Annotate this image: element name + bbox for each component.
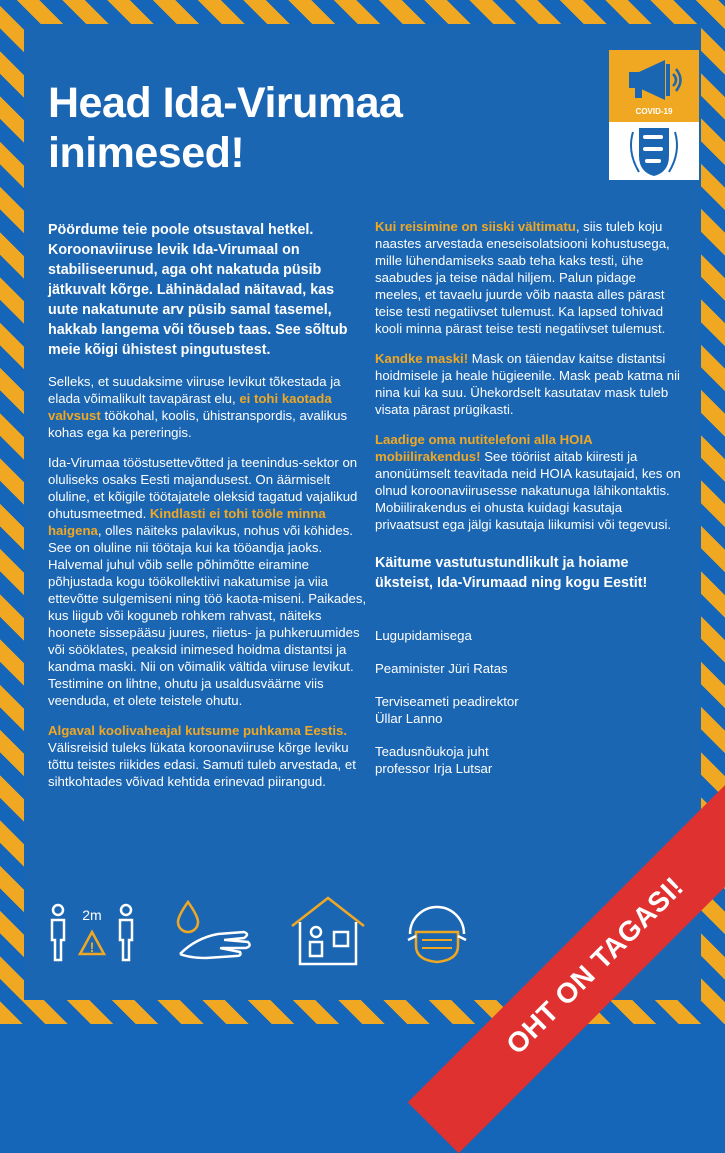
signature-title: Teadusnõukoja juht: [375, 744, 489, 759]
left-column: [48, 220, 368, 803]
title-line-2: inimesed!: [48, 129, 245, 177]
highlight-text: Kandke maski!: [375, 351, 469, 366]
megaphone-icon: [609, 50, 699, 110]
logo-top-block: [609, 50, 699, 122]
highlight-text: Kui reisimine on siiski vältimatu: [375, 219, 576, 234]
signature-name: Üllar Lanno: [375, 711, 443, 726]
highlight-text: Laadige oma nutitelefoni alla HOIA mobiilirakendus!: [375, 432, 593, 464]
lead-paragraph: Pöördume teie poole otsustaval hetkel. Koroonaviiruse levik Ida-Virumaal on stabiliseerunud, aga oht nakatuda püsib jätkuvalt kõrge. Lähinädalad näitavad, kas uute nakatunute arv püsib samal tasemel, hakkab langema või tõuseb taas. See sõltub meie kõigi ühistest pingutustest.: [48, 222, 348, 358]
paragraph-mask: [375, 350, 683, 418]
text: Mask on täiendav kaitse distantsi hoidmisele ja heale hügieenile. Mask peab katma nii nina kui ka suu. Ühekordselt kasutatav mask tuleb visata pärast prügikasti.: [375, 351, 680, 417]
signature-name: professor Irja Lutsar: [375, 761, 493, 776]
paragraph-app: [375, 431, 683, 533]
distance-icon: [48, 898, 138, 968]
poster-panel: [24, 24, 701, 1000]
paragraph-holiday: [48, 722, 368, 790]
handwash-icon: [166, 898, 256, 968]
regards-text: Lugupidamisega: [375, 628, 472, 643]
right-column: [375, 218, 683, 793]
text: Ida-Virumaa tööstusettevõtted ja teenindus-sektor on oluliseks osaks Eesti majandusest. On äärmiselt oluline, et kõigile töötajatele oleksid tagatud vajalikud ohutusmeetmed.: [48, 455, 358, 521]
closing-statement: Käitume vastutustundlikult ja hoiame üksteist, Ida-Virumaad ning kogu Eestit!: [375, 555, 648, 591]
highlight-text: ei tohi kaotada valvsust: [48, 391, 332, 423]
logo-label: COVID-19: [635, 107, 673, 116]
signature-science-council: [375, 743, 683, 777]
distance-label: 2m: [82, 907, 102, 923]
highlight-text: Algaval koolivaheajal kutsume puhkama Eestis.: [48, 723, 348, 738]
text: Välisreisid tuleks lükata koroonaviiruse kõrge leviku tõttu teistes riikides edasi. Samuti tuleb arvestada, et sihtkohtades võivad kehtida erinevad piirangud.: [48, 740, 356, 789]
coat-of-arms-icon: [609, 122, 699, 180]
signature-health-board: [375, 693, 683, 727]
highlight-text: Kindlasti ei tohi tööle minna haigena: [48, 506, 326, 538]
text: töökohal, koolis, ühistranspordis, avalikus kohas ega ka pereringis.: [48, 408, 348, 440]
signature-prime-minister: Peaminister Jüri Ratas: [375, 661, 508, 676]
signatures: [375, 627, 683, 777]
title-line-1: Head Ida-Virumaa: [48, 79, 403, 127]
ribbon-text: OHT ON TAGASI!: [500, 870, 690, 1061]
page-title: [48, 78, 402, 178]
paragraph-travel: [375, 218, 683, 337]
paragraph-industry: [48, 454, 368, 709]
svg-text:!: !: [89, 939, 95, 955]
text: See tööriist aitab kiiresti ja anonüümselt teavitada neid HOIA kasutajaid, kes on olnud koroonaviirusesse nakatunuga lähikontaktis. Mobiilirakendus ei ohusta kuidagi kasutaja privaatsust ega jälgi kasutaja liikumisi või tegevusi.: [375, 449, 681, 532]
face-mask-icon: [402, 898, 472, 968]
text: , olles näiteks palavikus, nohus või köhides. See on oluline nii töötaja kui ka tööandja jaoks. Halvemal juhul võib selle põhimõtte eiramine põhjustada kogu töökollektiivi nakatumise ja viia ettevõtte sulgemiseni ning töö kaota-miseni. Paikades, kus liigub või koguneb rohkem rahvast, näiteks hoonete sissepääsu juures, riietus- ja puhkeruumides või sööklates, peaksid inimesed hoidma distantsi ja kandma maski. Nii on võimalik vältida viiruse levikut. Testimine on lihtne, ohutu ja usaldusväärne viis veenduda, et olete teistele ohutu.: [48, 523, 367, 708]
paragraph-vigilance: [48, 373, 368, 441]
stay-home-icon: [288, 894, 368, 968]
logo-bottom-block: [609, 122, 699, 180]
text: , siis tuleb koju naastes arvestada eneseisolatsiooni kohustusega, mille lühendamiseks saab teha kaks testi, ühe saabudes ja teise nädal hiljem. Palun pidage meeles, et tavaelu juurde võib naasta alles pärast teise testi negatiivset tulemust. Ka lapsed tohivad kooli minna pärast teise testi negatiivset tulemust.: [375, 219, 670, 336]
covid-logo: [609, 50, 699, 180]
signature-title: Terviseameti peadirektor: [375, 694, 519, 709]
text: Selleks, et suudaksime viiruse levikut tõkestada ja elada võimalikult tavapärast elu,: [48, 374, 341, 406]
